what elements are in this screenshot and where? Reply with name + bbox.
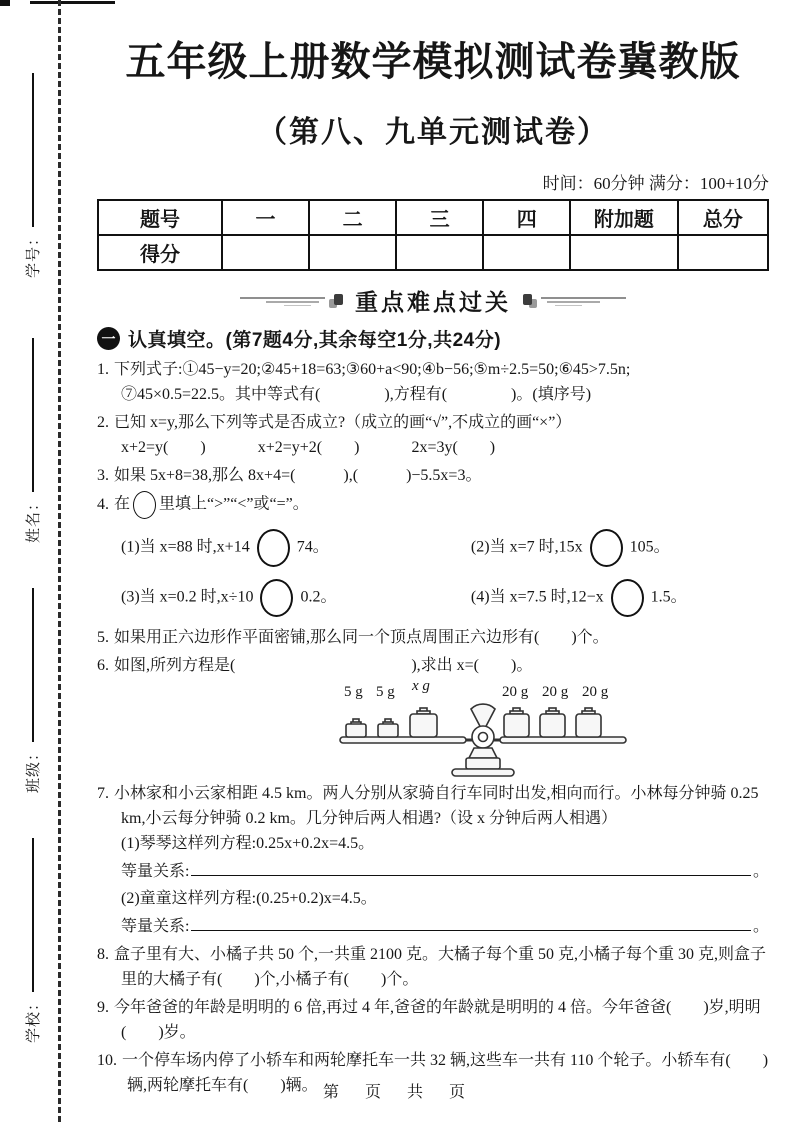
score-cell[interactable] <box>483 235 570 270</box>
question-2-number: 2. <box>97 414 109 431</box>
section-1-heading <box>97 325 769 352</box>
paper-title: 五年级上册数学模拟测试卷冀教版 <box>125 40 741 84</box>
item-text-pre: (4)当 x=7.5 时,12−x <box>470 588 604 606</box>
score-table-header-cell: 三 <box>396 200 483 235</box>
relation-blank[interactable] <box>191 858 751 876</box>
weight-label: x g <box>412 678 430 694</box>
question-1 <box>97 357 769 407</box>
student-id-label: 学号： <box>25 229 42 278</box>
question-2-equation-1: x+2=y( ) <box>121 439 206 456</box>
class-blank[interactable] <box>30 588 34 742</box>
banner-decoration-left-icon <box>240 290 345 312</box>
question-7-number: 7. <box>97 785 109 802</box>
question-5-text: 如果用正六边形作平面密铺,那么同一个顶点周围正六边形有( )个。 <box>114 629 609 646</box>
item-text-post: 1.5。 <box>650 588 687 606</box>
question-2-text: 已知 x=y,那么下列等式是否成立?（成立的画“√”,不成立的画“×”） <box>114 414 572 431</box>
question-4-item-1 <box>121 529 471 567</box>
score-cell[interactable] <box>678 235 769 270</box>
compare-circle-blank[interactable] <box>257 529 290 567</box>
weight-label: 5 g <box>376 684 395 700</box>
score-row-label: 得分 <box>98 235 222 270</box>
question-2-equation-2: x+2=y+2( ) <box>257 439 360 456</box>
question-4-item-4 <box>471 579 769 617</box>
question-7-relation-2 <box>97 913 769 939</box>
question-7-sub-2: (2)童童这样列方程:(0.25+0.2)x=4.5。 <box>121 889 377 907</box>
relation-period: 。 <box>752 917 769 935</box>
student-name-field <box>20 338 44 543</box>
question-7 <box>97 781 769 939</box>
score-table-score-row <box>98 235 768 270</box>
question-10-number: 10. <box>97 1051 117 1069</box>
question-7-relation-1 <box>97 858 769 884</box>
score-table-header-cell: 一 <box>222 200 309 235</box>
question-4-item-3 <box>121 579 471 617</box>
question-3 <box>97 463 769 488</box>
student-info-sidebar <box>0 0 90 1122</box>
section-banner <box>97 284 769 317</box>
question-8-number: 8. <box>97 945 109 963</box>
question-list <box>97 357 769 1098</box>
item-text-post: 74。 <box>296 538 329 556</box>
student-name-label: 姓名： <box>25 494 42 543</box>
cut-dashed-line <box>58 0 61 1122</box>
student-id-blank[interactable] <box>30 73 34 227</box>
paper-subtitle: （第八、九单元测试卷） <box>257 116 609 149</box>
item-text-post: 0.2。 <box>300 588 337 606</box>
page-footer: 第 页 共 页 <box>322 1084 470 1101</box>
question-6 <box>97 653 769 778</box>
question-2-equation-3: 2x=3y( ) <box>411 439 496 456</box>
weight-label: 20 g <box>542 684 569 700</box>
balance-scale-figure <box>332 680 769 778</box>
score-table-header-cell: 题号 <box>98 200 222 235</box>
question-1-text-2: ⑦45×0.5=22.5。其中等式有( ),方程有( )。(填序号) <box>121 386 592 403</box>
question-2-equations <box>97 435 769 460</box>
score-table <box>97 199 769 271</box>
question-4-text-post: 里填上“>”“<”或“=”。 <box>159 495 309 513</box>
class-field <box>20 588 44 793</box>
question-3-number: 3. <box>97 467 109 484</box>
question-1-number: 1. <box>97 361 109 378</box>
score-table-header-cell: 附加题 <box>570 200 677 235</box>
balance-scale-drawing <box>332 680 632 778</box>
question-8-text: 盒子里有大、小橘子共 50 个,一共重 2100 克。大橘子每个重 50 克,小橘子每个重 30 克,则盒子里的大橘子有( )个,小橘子有( )个。 <box>114 945 767 988</box>
question-9 <box>97 995 769 1045</box>
item-text-post: 105。 <box>629 538 670 556</box>
question-2 <box>97 410 769 460</box>
paper-content <box>97 0 769 1101</box>
score-cell[interactable] <box>309 235 396 270</box>
score-table-header-cell: 总分 <box>678 200 769 235</box>
exam-meta: 时间：60分钟 满分：100+10分 <box>542 174 769 193</box>
relation-label: 等量关系: <box>121 862 190 880</box>
class-label: 班级： <box>25 744 42 793</box>
item-text-pre: (3)当 x=0.2 时,x÷10 <box>121 588 254 606</box>
question-9-number: 9. <box>97 998 109 1016</box>
relation-blank[interactable] <box>191 913 751 931</box>
weight-label: 20 g <box>582 684 609 700</box>
question-5-number: 5. <box>97 629 109 646</box>
score-cell[interactable] <box>396 235 483 270</box>
banner-title: 重点难点过关 <box>355 289 511 315</box>
score-table-header-row <box>98 200 768 235</box>
compare-circle-blank[interactable] <box>611 579 644 617</box>
question-4-text-pre: 在 <box>114 495 131 513</box>
score-cell[interactable] <box>570 235 677 270</box>
question-9-text: 今年爸爸的年龄是明明的 6 倍,再过 4 年,爸爸的年龄就是明明的 4 倍。今年爸爸( )岁,明明( )岁。 <box>114 998 761 1041</box>
weight-label: 20 g <box>502 684 529 700</box>
question-10-text: 一个停车场内停了小轿车和两轮摩托车一共 32 辆,这些车一共有 110 个轮子。小轿车有( )辆,两轮摩托车有( )辆。 <box>122 1051 769 1094</box>
student-name-blank[interactable] <box>30 338 34 492</box>
student-id-field <box>20 73 44 278</box>
compare-circle-blank[interactable] <box>590 529 623 567</box>
question-6-number: 6. <box>97 657 109 674</box>
scale-graphics <box>340 704 626 776</box>
section-number-icon: 一 <box>97 327 120 350</box>
relation-label: 等量关系: <box>121 917 190 935</box>
school-field <box>20 838 44 1043</box>
section-1-title: 认真填空。(第7题4分,其余每空1分,共24分) <box>128 330 502 351</box>
score-table-header-cell: 四 <box>483 200 570 235</box>
banner-decoration-right-icon <box>521 290 626 312</box>
question-5 <box>97 625 769 650</box>
question-4-item-2 <box>471 529 769 567</box>
score-table-header-cell: 二 <box>309 200 396 235</box>
score-cell[interactable] <box>222 235 309 270</box>
relation-period: 。 <box>752 862 769 880</box>
question-4-items <box>97 529 769 617</box>
school-blank[interactable] <box>30 838 34 992</box>
question-1-text: 下列式子:①45−y=20;②45+18=63;③60+a<90;④b−56;⑤m÷2.5=50;⑥45>7.5n; <box>114 361 631 378</box>
school-label: 学校： <box>25 994 42 1043</box>
question-4-number: 4. <box>97 495 109 513</box>
question-4 <box>97 491 769 617</box>
weight-label: 5 g <box>344 684 363 700</box>
item-text-pre: (1)当 x=88 时,x+14 <box>121 538 250 556</box>
compare-circle-blank[interactable] <box>260 579 293 617</box>
compare-circle-blank[interactable] <box>133 491 156 519</box>
question-7-sub-1: (1)琴琴这样列方程:0.25x+0.2x=4.5。 <box>121 835 375 852</box>
question-8 <box>97 942 769 992</box>
question-3-text: 如果 5x+8=38,那么 8x+4=( ),( )−5.5x=3。 <box>114 467 482 484</box>
item-text-pre: (2)当 x=7 时,15x <box>470 538 583 556</box>
question-7-text: 小林家和小云家相距 4.5 km。两人分别从家骑自行车同时出发,相向而行。小林每分钟骑 0.25 km,小云每分钟骑 0.2 km。几分钟后两人相遇?（设 x 分钟后两人相遇） <box>114 785 759 827</box>
question-6-text: 如图,所列方程是( ),求出 x=( )。 <box>114 657 533 674</box>
